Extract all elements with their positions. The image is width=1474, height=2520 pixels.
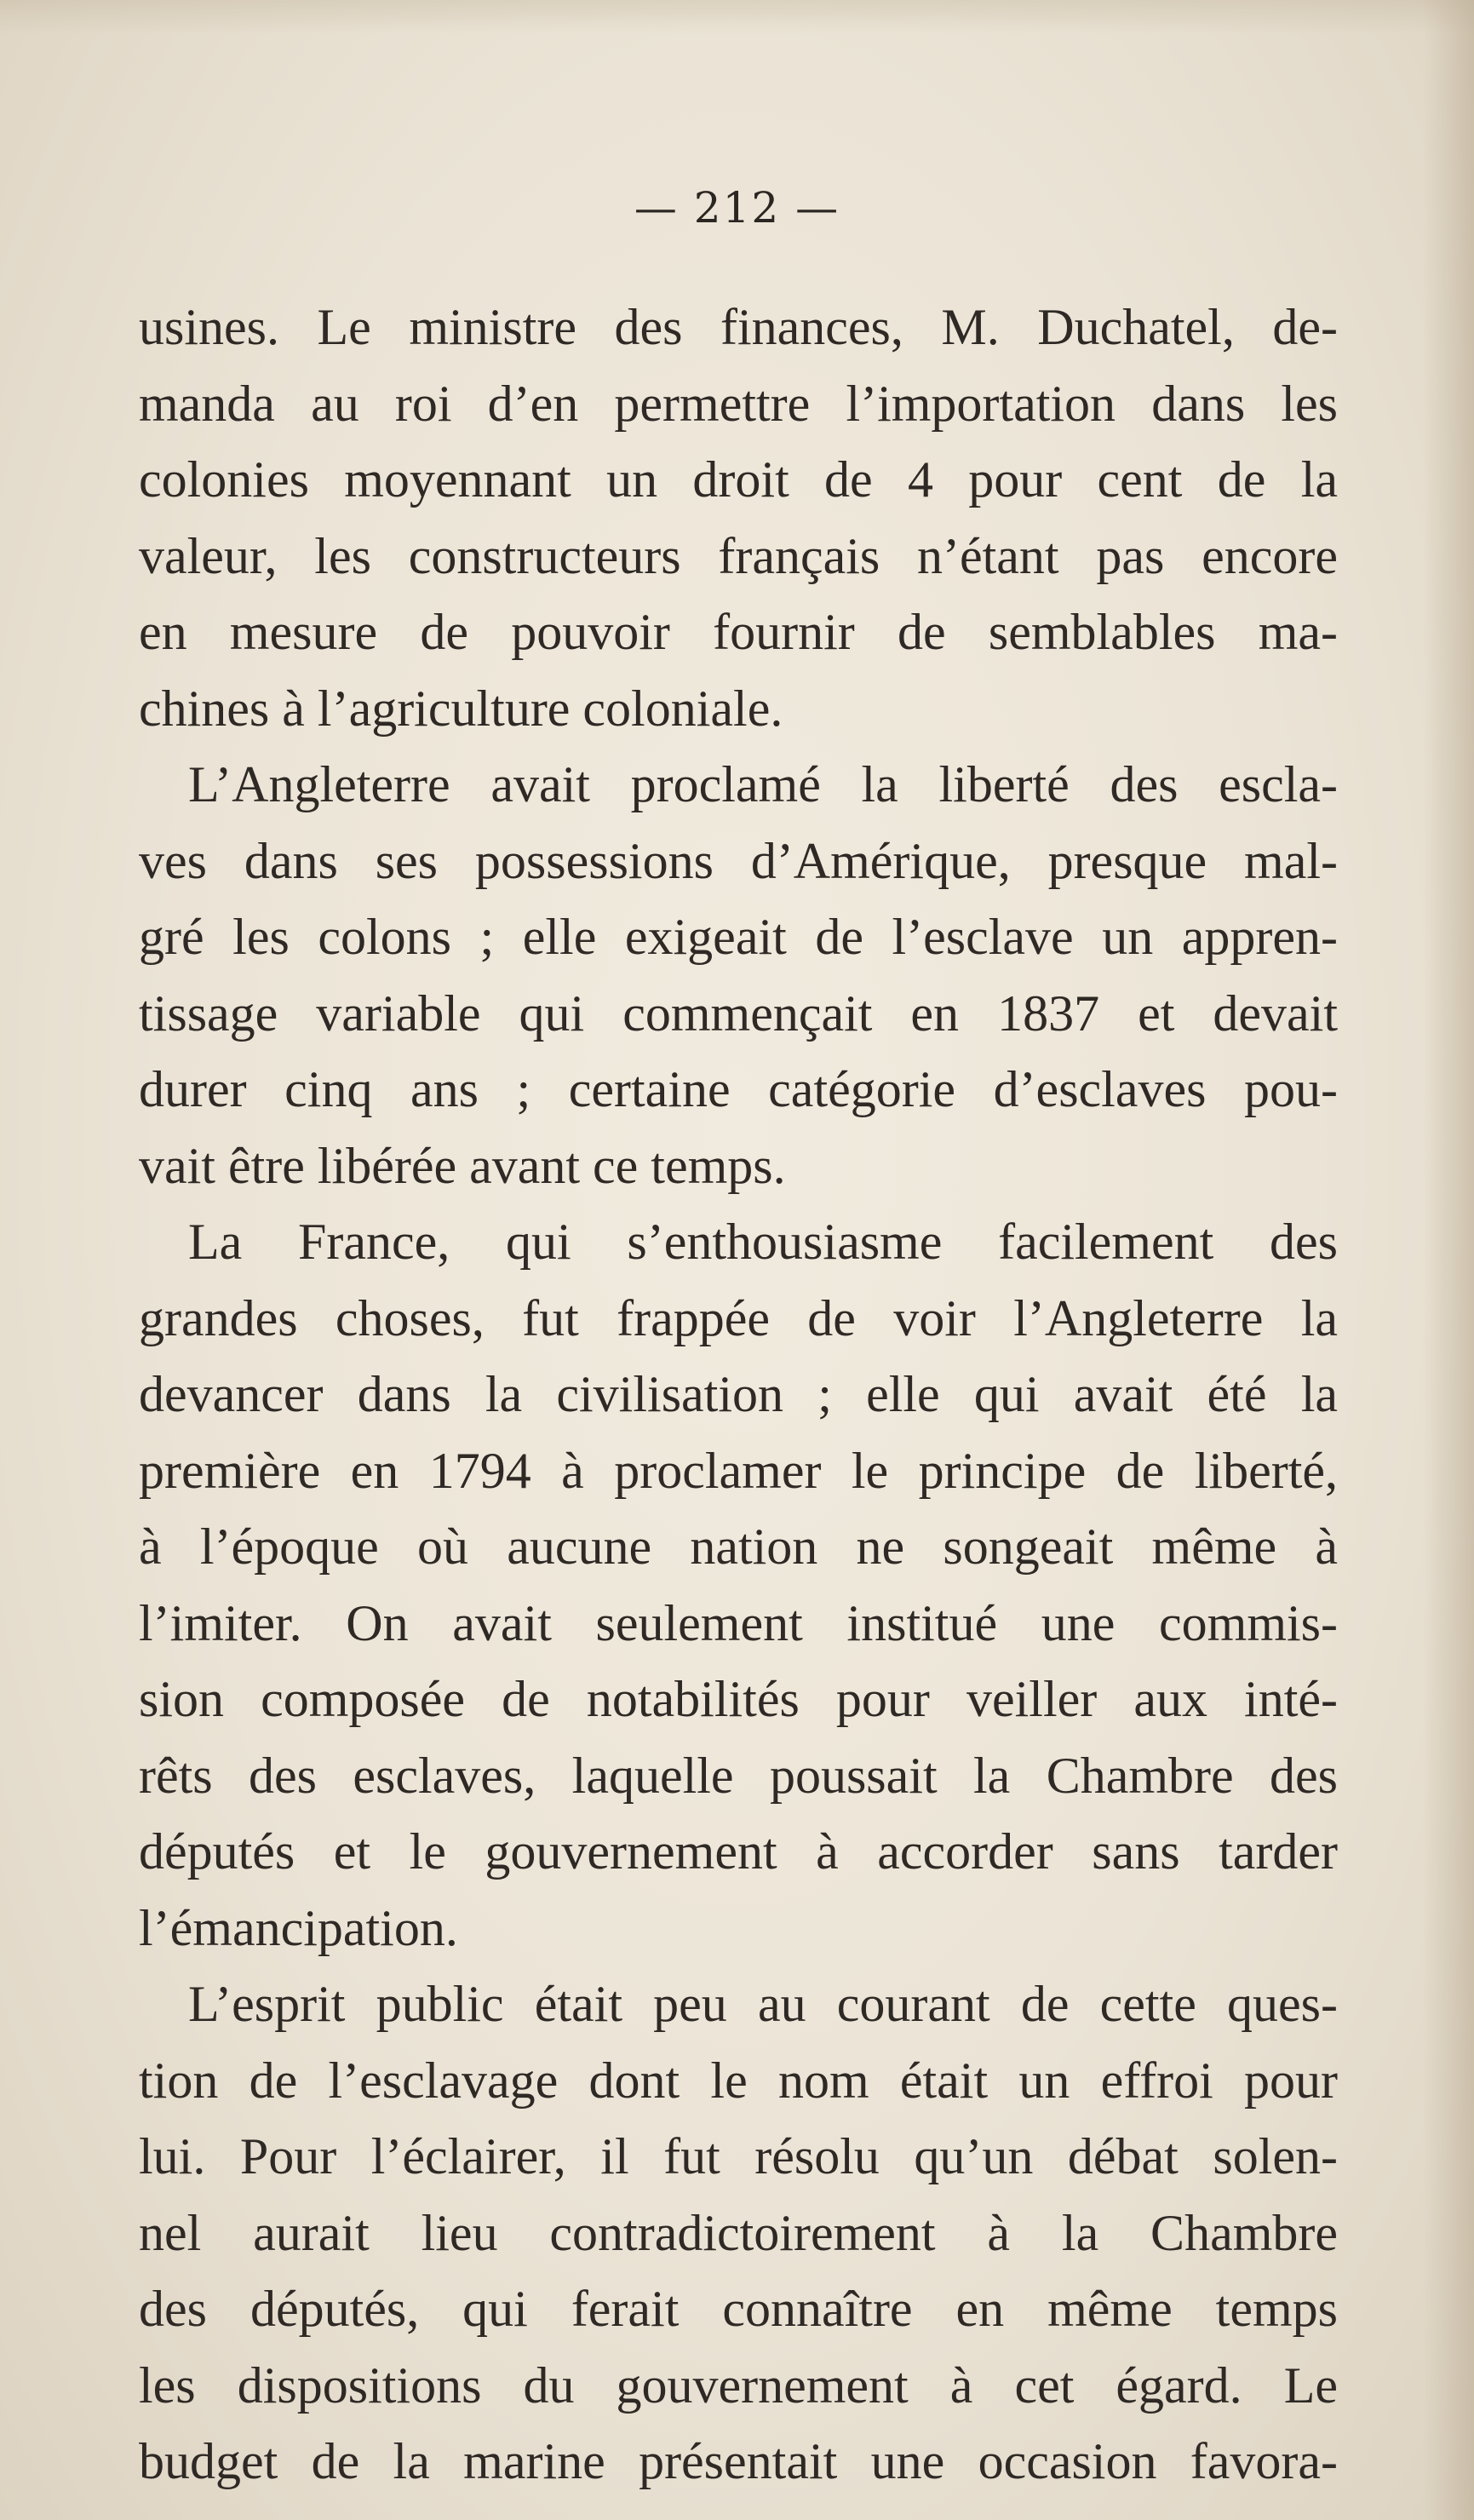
text-line: grandes choses, fut frappée de voir l’Angleterre la xyxy=(139,1289,1338,1346)
text-line: L’Angleterre avait proclamé la liberté des escla- xyxy=(188,756,1338,812)
text-line: sion composée de notabilités pour veiller aux inté- xyxy=(139,1671,1338,1727)
text-line: nel aurait lieu contradictoirement à la Chambre xyxy=(139,2204,1338,2261)
text-line: tion de l’esclavage dont le nom était un effroi pour xyxy=(139,2052,1338,2109)
text-line: vait être libérée avant ce temps. xyxy=(139,1137,786,1194)
text-line: à l’époque où aucune nation ne songeait même à xyxy=(139,1518,1338,1575)
page-gutter-shadow xyxy=(1423,0,1474,2520)
text-line: colonies moyennant un droit de 4 pour cent de la xyxy=(139,451,1338,508)
text-line: en mesure de pouvoir fournir de semblables ma- xyxy=(139,604,1338,660)
text-line: l’émancipation. xyxy=(139,1899,458,1956)
text-line: budget de la marine présentait une occasion favora- xyxy=(139,2433,1338,2489)
text-line: l’imiter. On avait seulement institué une commis- xyxy=(139,1594,1338,1651)
text-line: les dispositions du gouvernement à cet égard. Le xyxy=(139,2356,1338,2414)
text-line: tissage variable qui commençait en 1837 et devait xyxy=(139,984,1338,1042)
text-line: lui. Pour l’éclairer, il fut résolu qu’un débat solen- xyxy=(139,2128,1338,2184)
page-number-header: — 212 — xyxy=(634,183,840,232)
text-line: députés et le gouvernement à accorder sans tarder xyxy=(139,1823,1338,1880)
text-line: des députés, qui ferait connaître en même temps xyxy=(139,2281,1338,2337)
text-line: gré les colons ; elle exigeait de l’esclave un appren- xyxy=(139,909,1338,965)
text-line: durer cinq ans ; certaine catégorie d’esclaves pou- xyxy=(139,1061,1338,1117)
text-line: valeur, les constructeurs français n’étant pas encore xyxy=(139,527,1338,584)
text-line: usines. Le ministre des finances, M. Duchatel, de- xyxy=(139,299,1338,355)
body-text xyxy=(139,290,1338,2500)
text-line: chines à l’agriculture coloniale. xyxy=(139,680,783,737)
text-line: rêts des esclaves, laquelle poussait la Chambre des xyxy=(139,1747,1338,1804)
text-line: La France, qui s’enthousiasme facilement des xyxy=(188,1214,1338,1270)
text-line: première en 1794 à proclamer le principe de liberté, xyxy=(139,1442,1338,1499)
text-line: L’esprit public était peu au courant de cette ques- xyxy=(188,1976,1338,2032)
text-line: devancer dans la civilisation ; elle qui avait été la xyxy=(139,1366,1338,1422)
page-top-shadow xyxy=(0,0,1474,34)
text-line: manda au roi d’en permettre l’importation dans les xyxy=(139,375,1338,432)
text-line: ves dans ses possessions d’Amérique, presque mal- xyxy=(139,832,1338,889)
